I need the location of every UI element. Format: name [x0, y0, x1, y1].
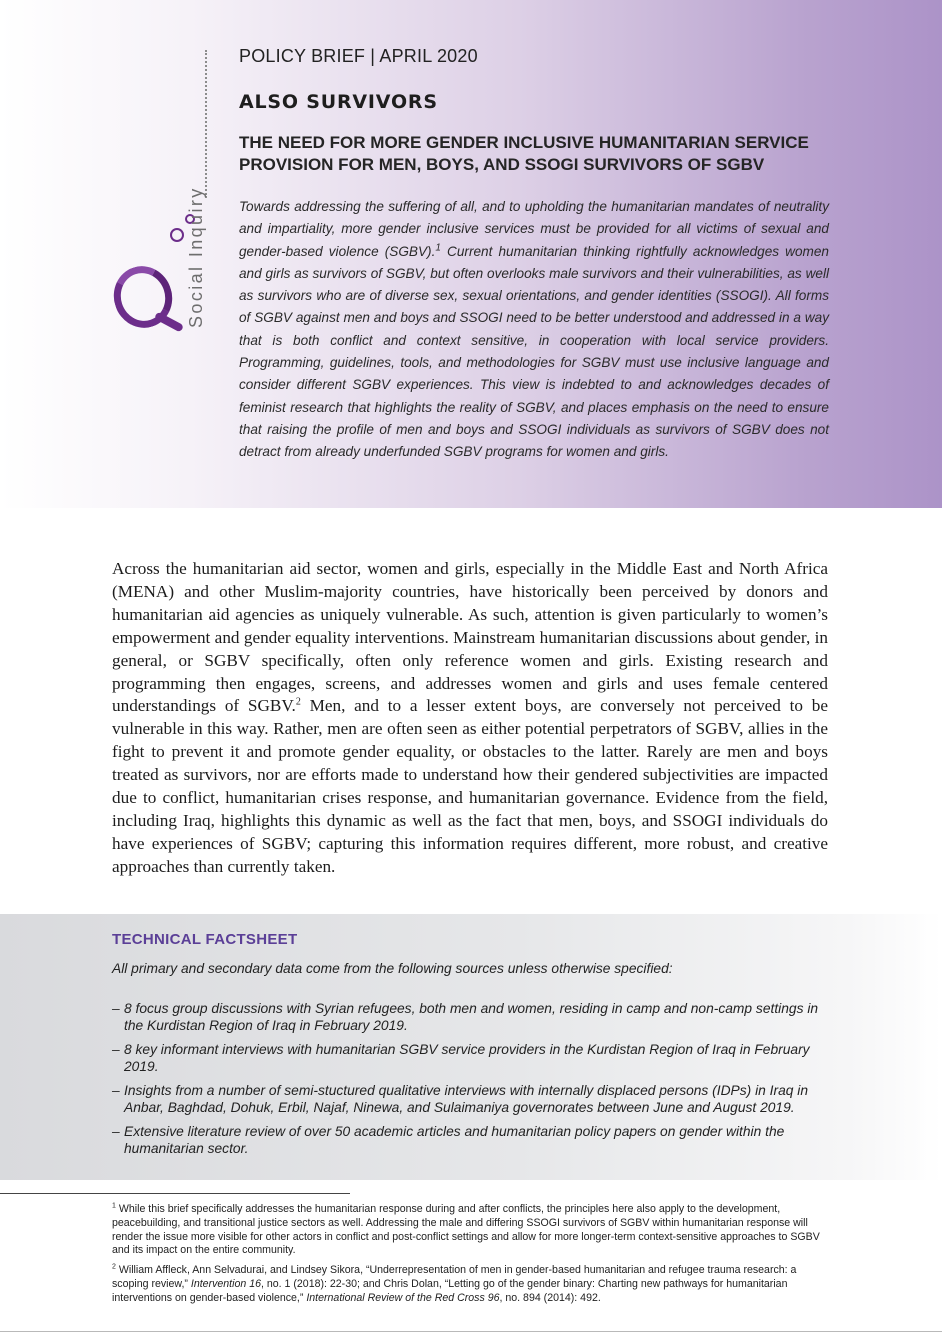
journal-title: International Review of the Red Cross 96 [306, 1291, 500, 1304]
technical-factsheet [0, 914, 942, 1180]
body-text-2: Men, and to a lesser extent boys, are conversely not perceived to be vulnerable in this way. Rather, men are often seen as either potential perpetrators of SGBV, allies in the fight to prevent it and promote gender equality, or obstacles to the latter. Rarely are men and boys treated as survivors, nor are efforts made to understand how their gendered subjectivities are impacted due to conflict, humanitarian crises response, and humanitarian governance. Evidence from the field, including Iraq, highlights this dynamic as well as the fact that men, boys, and SSOGI individuals do have experiences of SGBV; capturing this information requires different, more robust, and creative approaches than currently taken. [112, 696, 828, 876]
footnote-text: William Affleck, Ann Selvadurai, and Lindsey Sikora, “Underrepresentation of men in gender-based humanitarian and refugee trauma research: a scoping review,” [112, 1264, 797, 1290]
factsheet-item [112, 1082, 834, 1116]
policy-brief-kicker: POLICY BRIEF | APRIL 2020 [239, 46, 478, 66]
abstract-text-2: Current humanitarian thinking rightfully acknowledges women and girls as survivors of SGBV, but often overlooks male survivors and their vulnerabilities, as well as survivors who are of diverse sex, sexual orientations, and gender identities (SSOGI). All forms of SGBV against men and boys and SSOGI need to be better understood and addressed in a way that is both conflict and context sensitive, in cooperation with local service providers. Programming, guidelines, tools, and methodologies for SGBV must use inclusive language and consider different SGBV experiences. This view is indebted to and acknowledges decades of feminist research that highlights the reality of SGBV, and places emphasis on the need to ensure that raising the profile of men and boys and SSOGI individuals as survivors of SGBV does not detract from already underfunded SGBV programs for women and girls. [239, 243, 829, 460]
factsheet-item-text: 8 key informant interviews with humanitarian SGBV service providers in the Kurdistan Region of Iraq in February 2019. [124, 1042, 810, 1074]
footnote-text: , no. 894 (2014): 492. [499, 1291, 601, 1304]
footnote-number: 1 [112, 1202, 116, 1210]
abstract-text-1: Towards addressing the suffering of all, and to upholding the humanitarian mandates of neutrality and impartiality, more gender inclusive services must be provided for all victims of sexual and gender-based violence (SGBV). [239, 199, 829, 259]
factsheet-item [112, 1041, 834, 1075]
dash-bullet: – [112, 1001, 120, 1016]
page-title: ALSO SURVIVORS [239, 91, 438, 113]
footnote-2 [112, 1264, 828, 1305]
dash-bullet: – [112, 1124, 120, 1139]
factsheet-item-text: Extensive literature review of over 50 academic articles and humanitarian policy papers on gender within the humanitarian sector. [124, 1124, 785, 1156]
factsheet-item-text: 8 focus group discussions with Syrian refugees, both men and women, residing in camp and non-camp settings in the Kurdistan Region of Iraq in February 2019. [124, 1001, 819, 1033]
footnote-1 [112, 1203, 828, 1258]
factsheet-item [112, 1000, 834, 1034]
dash-bullet: – [112, 1083, 120, 1098]
footnote-ref-2: 2 [295, 696, 301, 708]
abstract [239, 196, 829, 464]
body-text-1: Across the humanitarian aid sector, women and girls, especially in the Middle East and North Africa (MENA) and other Muslim-majority countries, have historically been perceived by donors and humanitarian aid agencies as uniquely vulnerable. As such, attention is given particularly to women’s empowerment and gender equality interventions. Mainstream humanitarian discussions about gender, in general, or SGBV specifically, often only reference women and girls. Existing research and programming then engages, screens, and addresses women and girls and uses female centered understandings of SGBV. [112, 559, 828, 716]
footnote-number: 2 [112, 1263, 116, 1271]
footnote-ref-1: 1 [435, 242, 441, 254]
social-inquiry-logo [104, 42, 219, 332]
body-paragraph [112, 558, 828, 879]
footnote-text: , no. 1 (2018): 22-30; and Chris Dolan, “Letting go of the gender binary: Charting new pathways for humanitarian interventions on gender-based violence,” [112, 1277, 788, 1304]
page-subtitle: THE NEED FOR MORE GENDER INCLUSIVE HUMANITARIAN SERVICE PROVISION FOR MEN, BOYS, AND SSOGI SURVIVORS OF SGBV [239, 133, 809, 174]
logo-dotted-leader [205, 50, 207, 198]
factsheet-heading: TECHNICAL FACTSHEET [112, 931, 298, 948]
logo-wordmark: Social Inquiry [186, 186, 206, 328]
footnote-divider [0, 1193, 350, 1194]
journal-title: Intervention 16 [190, 1277, 261, 1290]
footnote-text: While this brief specifically addresses the humanitarian response during and after conflicts, the principles here also apply to the development, peacebuilding, and transitional justice sectors as well. Addressing the male and differing SSOGI survivors of SGBV within humanitarian response will render the issue more visible for other actors in conflict and post-conflict settings and allow for more longer-term context-sensitive approaches to SGBV and its impact on the entire community. [112, 1203, 820, 1257]
dash-bullet: – [112, 1042, 120, 1057]
footnotes [112, 1203, 828, 1312]
logo-bubble-icon [170, 228, 184, 242]
header-band [0, 0, 942, 508]
factsheet-item-text: Insights from a number of semi-stuctured qualitative interviews with internally displaced persons (IDPs) in Iraq in Anbar, Baghdad, Dohuk, Erbil, Najaf, Ninewa, and Sulaimaniya governorates between June and August 2019. [124, 1083, 809, 1115]
factsheet-item [112, 1123, 834, 1157]
factsheet-list [112, 1000, 834, 1164]
page-bottom-rule [0, 1331, 942, 1332]
factsheet-intro: All primary and secondary data come from the following sources unless otherwise specified: [112, 961, 673, 976]
